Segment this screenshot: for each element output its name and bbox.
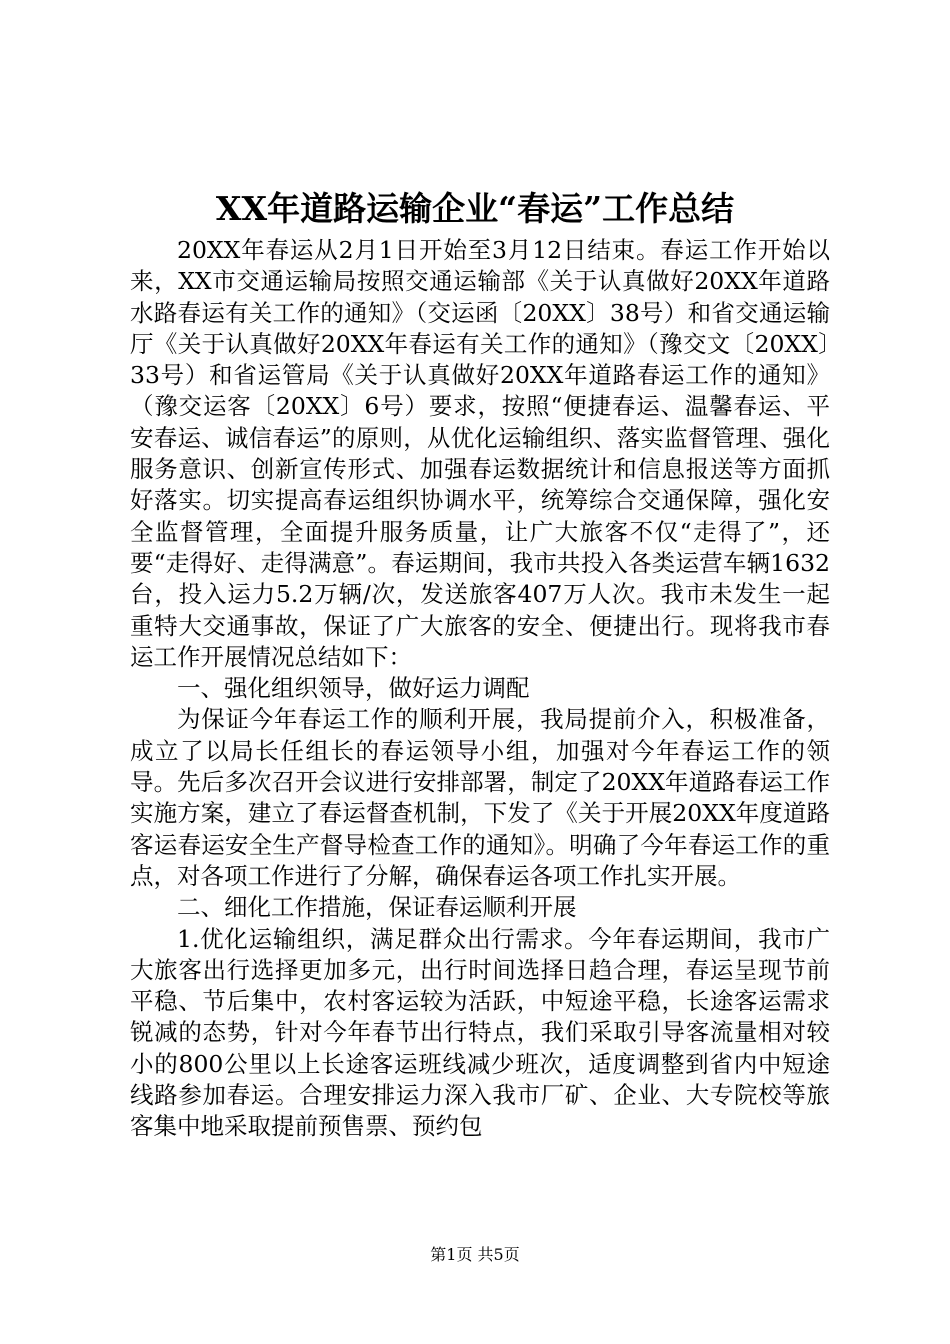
- section-1-paragraph: 为保证今年春运工作的顺利开展，我局提前介入，积极准备，成立了以局长任组长的春运领导小组，加强对今年春运工作的领导。先后多次召开会议进行安排部署，制定了20XX年道路春运工作实施方案，建立了春运督查机制，下发了《关于开展20XX年度道路客运春运安全生产督导检查工作的通知》。明确了今年春运工作的重点，对各项工作进行了分解，确保春运各项工作扎实开展。: [130, 705, 830, 890]
- document-body: [130, 235, 830, 1143]
- section-2-paragraph: 1.优化运输组织，满足群众出行需求。今年春运期间，我市广大旅客出行选择更加多元，出行时间选择日趋合理，春运呈现节前平稳、节后集中，农村客运较为活跃，中短途平稳，长途客运需求锐减的态势，针对今年春节出行特点，我们采取引导客流量相对较小的800公里以上长途客运班线减少班次，适度调整到省内中短途线路参加春运。合理安排运力深入我市厂矿、企业、大专院校等旅客集中地采取提前预售票、预约包: [130, 924, 830, 1141]
- page-footer: 第1页 共5页: [430, 1245, 520, 1264]
- intro-paragraph: 20XX年春运从2月1日开始至3月12日结束。春运工作开始以来，XX市交通运输局按照交通运输部《关于认真做好20XX年道路水路春运有关工作的通知》（交运函〔20XX〕38号）和省交通运输厅《关于认真做好20XX年春运有关工作的通知》（豫交文〔20XX〕33号）和省运管局《关于认真做好20XX年道路春运工作的通知》（豫交运客〔20XX〕6号）要求，按照“便捷春运、温馨春运、平安春运、诚信春运”的原则，从优化运输组织、落实监督管理、强化服务意识、创新宣传形式、加强春运数据统计和信息报送等方面抓好落实。切实提高春运组织协调水平，统筹综合交通保障，强化安全监督管理，全面提升服务质量，让广大旅客不仅“走得了”，还要“走得好、走得满意”。春运期间，我市共投入各类运营车辆1632台，投入运力5.2万辆/次，发送旅客407万人次。我市未发生一起重特大交通事故，保证了广大旅客的安全、便捷出行。现将我市春运工作开展情况总结如下：: [130, 236, 830, 671]
- section-heading-2: 二、细化工作措施，保证春运顺利开展: [177, 893, 577, 922]
- document-title: XX年道路运输企业“春运”工作总结: [215, 189, 735, 228]
- section-heading-1: 一、强化组织领导，做好运力调配: [177, 674, 530, 703]
